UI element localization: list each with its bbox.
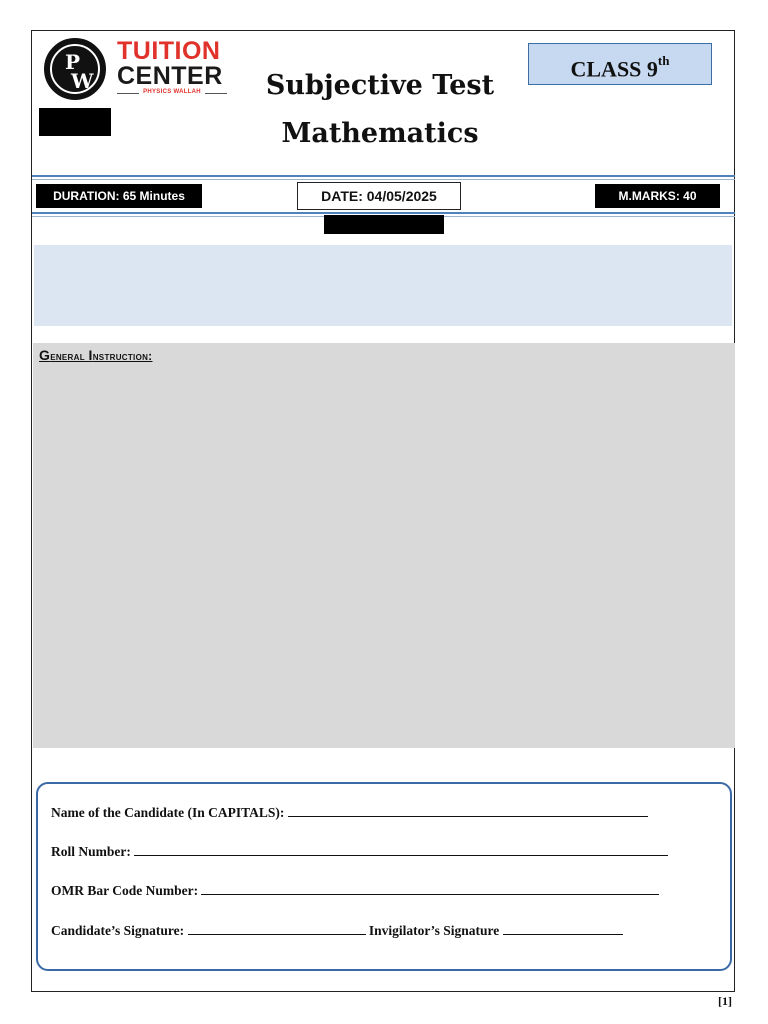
roll-number-field[interactable]: [134, 843, 668, 856]
candidate-name-field[interactable]: [288, 804, 648, 817]
invigilator-signature-field[interactable]: [503, 922, 623, 935]
class-badge: [528, 43, 712, 85]
instructions-panel: [33, 343, 735, 748]
heading-part-1: eneral: [50, 349, 89, 363]
roll-number-label: Roll Number:: [51, 844, 131, 859]
brand-line-tuition: TUITION: [117, 37, 221, 65]
info-panel: [34, 245, 732, 326]
roll-number-row: [51, 843, 668, 860]
candidate-signature-field[interactable]: [188, 922, 366, 935]
omr-field[interactable]: [201, 882, 659, 895]
brand-sub-rule-right: [205, 93, 227, 94]
redacted-bar: [324, 215, 444, 234]
redacted-tag: [39, 108, 111, 136]
invigilator-signature-label: Invigilator’s Signature: [368, 923, 500, 938]
logo-ring: [50, 44, 100, 94]
candidate-signature-label: Candidate’s Signature:: [51, 923, 185, 938]
brand-subtitle: PHYSICS WALLAH: [143, 89, 201, 95]
heading-part-2: nstruction:: [92, 349, 153, 363]
duration-label: DURATION: 65 Minutes: [36, 184, 202, 208]
signature-row: [51, 922, 623, 939]
max-marks-label: M.MARKS: 40: [595, 184, 720, 208]
header-divider-top: [32, 175, 735, 177]
header-divider-top-thin: [32, 179, 735, 180]
info-divider-bottom: [32, 212, 735, 214]
subject-title: Mathematics: [281, 118, 479, 149]
heading-initial-i: I: [88, 347, 93, 363]
logo-letter-w: W: [71, 69, 94, 93]
class-label: CLASS 9: [570, 56, 658, 82]
brand-line-center: CENTER: [117, 62, 223, 90]
logo-letter-p: P: [65, 50, 81, 74]
omr-label: OMR Bar Code Number:: [51, 883, 199, 898]
heading-initial-g: G: [39, 347, 51, 363]
test-title: Subjective Test: [265, 70, 495, 101]
page-number: [1]: [718, 994, 732, 1008]
general-instruction-heading: [39, 347, 152, 363]
candidate-name-row: [51, 804, 648, 821]
candidate-name-label: Name of the Candidate (In CAPITALS):: [51, 805, 285, 820]
date-label: DATE: 04/05/2025: [297, 182, 461, 210]
pw-logo-icon: [44, 38, 106, 100]
omr-row: [51, 882, 659, 899]
class-suffix: th: [657, 53, 670, 68]
